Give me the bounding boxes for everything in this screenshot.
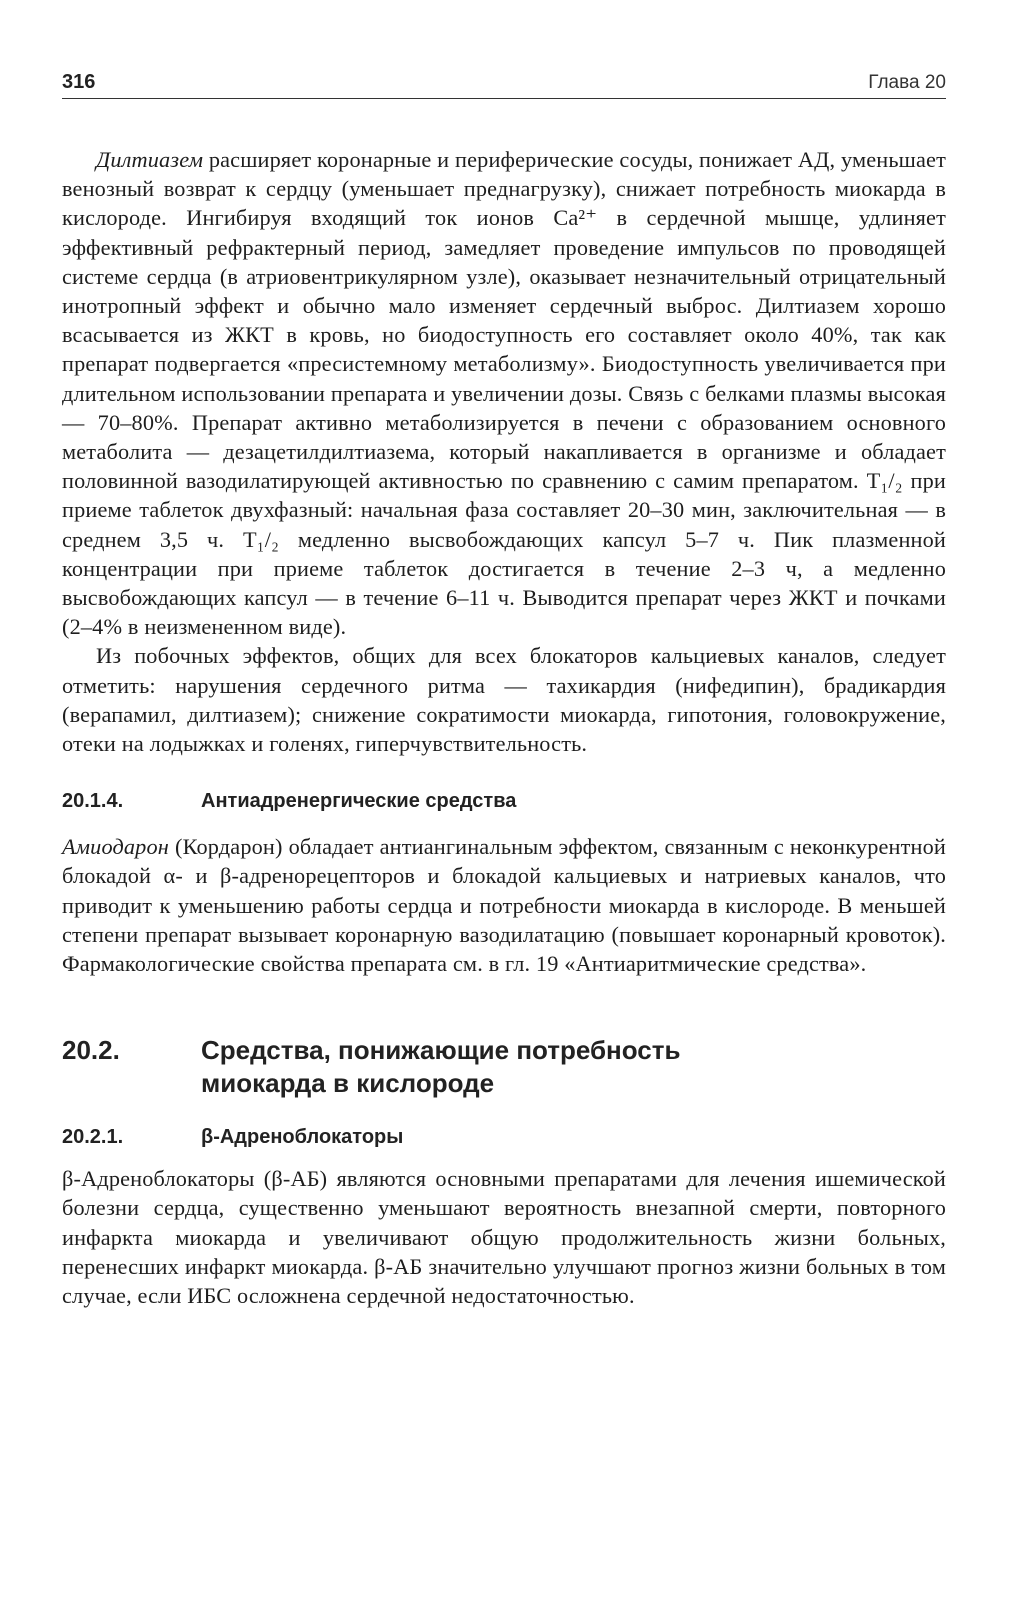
paragraph-side-effects: Из побочных эффектов, общих для всех блокаторов кальциевых каналов, следует отметить: нарушения сердечного ритма — тахикардия (нифедипин), брадикардия (верапамил, дилтиазем); снижение сократимости миокарда, гипотония, головокружение, отеки на лодыжках и голенях, гиперчувствительность. [62, 643, 946, 757]
body-text [62, 145, 946, 1310]
subsection-number: 20.1.4. [62, 790, 124, 813]
drug-name-diltiazem: Дилтиазем [96, 147, 204, 172]
paragraph-amiodarone-text: (Кордарон) обладает антиангинальным эффектом, связанным с неконкурентной блокадой α- и β-адренорецепторов и блокадой кальциевых и натриевых каналов, что приводит к уменьшению работы сердца и потребности миокарда в кислороде. В меньшей степени препарат вызывает коронарную вазодилатацию (повышает коронарный кровоток). Фармакологические свойства препарата см. в гл. 19 «Антиаритмические средства». [62, 834, 946, 977]
book-page [62, 60, 946, 1310]
section-number: 20.2. [62, 1035, 120, 1066]
subsection-heading-20-1-4 [62, 790, 946, 813]
paragraph-diltiazem-text: расширяет коронарные и периферические сосуды, понижает АД, уменьшает венозный возврат к сердцу (уменьшает преднагрузку), снижает потребность миокарда в кислороде. Ингибируя входящий ток ионов Ca²⁺ в сердечной мышце, удлиняет эффективный рефрактерный период, замедляет проведение импульсов по проводящей системе сердца (в атриовентрикулярном узле), оказывает незначительный отрицательный инотропный эффект и обычно мало изменяет сердечный выброс. Дилтиазем хорошо всасывается из ЖКТ в кровь, но биодоступность его составляет около 40%, так как препарат подвергается «пресистемному метаболизму». Биодоступность увеличивается при длительном использовании препарата и увеличении дозы. Связь с белками плазмы высокая — 70–80%. Препарат активно метаболизируется в печени с образованием основного метаболита — дезацетилдилтиазема, который накапливается в организме и обладает половинной вазодилатирующей активностью по сравнению с самим препаратом. T₁/₂ при приеме таблеток двухфазный: начальная фаза составляет 20–30 мин, заключительная — в среднем 3,5 ч. T₁/₂ медленно высвобождающих капсул 5–7 ч. Пик плазменной концентрации при приеме таблеток достигается в течение 2–3 ч, а медленно высвобождающих капсул — в течение 6–11 ч. Выводится препарат через ЖКТ и почками (2–4% в неизмененном виде). [62, 147, 946, 640]
subsection-heading-20-2-1 [62, 1126, 946, 1149]
subsection-title: β-Адреноблокаторы [201, 1126, 404, 1149]
chapter-label: Глава 20 [868, 72, 946, 93]
subsection-number: 20.2.1. [62, 1126, 124, 1149]
subsection-title: Антиадренергические средства [201, 790, 517, 813]
drug-name-amiodarone: Амиодарон [62, 834, 169, 860]
section-title [201, 1034, 680, 1100]
running-head [62, 60, 946, 99]
paragraph-diltiazem [62, 145, 946, 641]
section-title-line2: миокарда в кислороде [201, 1068, 495, 1099]
paragraph-amiodarone [62, 832, 946, 978]
paragraph-beta-blockers: β-Адреноблокаторы (β-АБ) являются основными препаратами для лечения ишемической болезни сердца, существенно уменьшают вероятность внезапной смерти, повторного инфаркта миокарда и увеличивают общую продолжительность жизни больных, перенесших инфаркт миокарда. β-АБ значительно улучшают прогноз жизни больных в том случае, если ИБС осложнена сердечной недостаточностью. [62, 1166, 946, 1309]
section-heading-20-2 [62, 1034, 946, 1100]
section-title-line1: Средства, понижающие потребность [201, 1035, 681, 1066]
page-number: 316 [62, 71, 96, 93]
